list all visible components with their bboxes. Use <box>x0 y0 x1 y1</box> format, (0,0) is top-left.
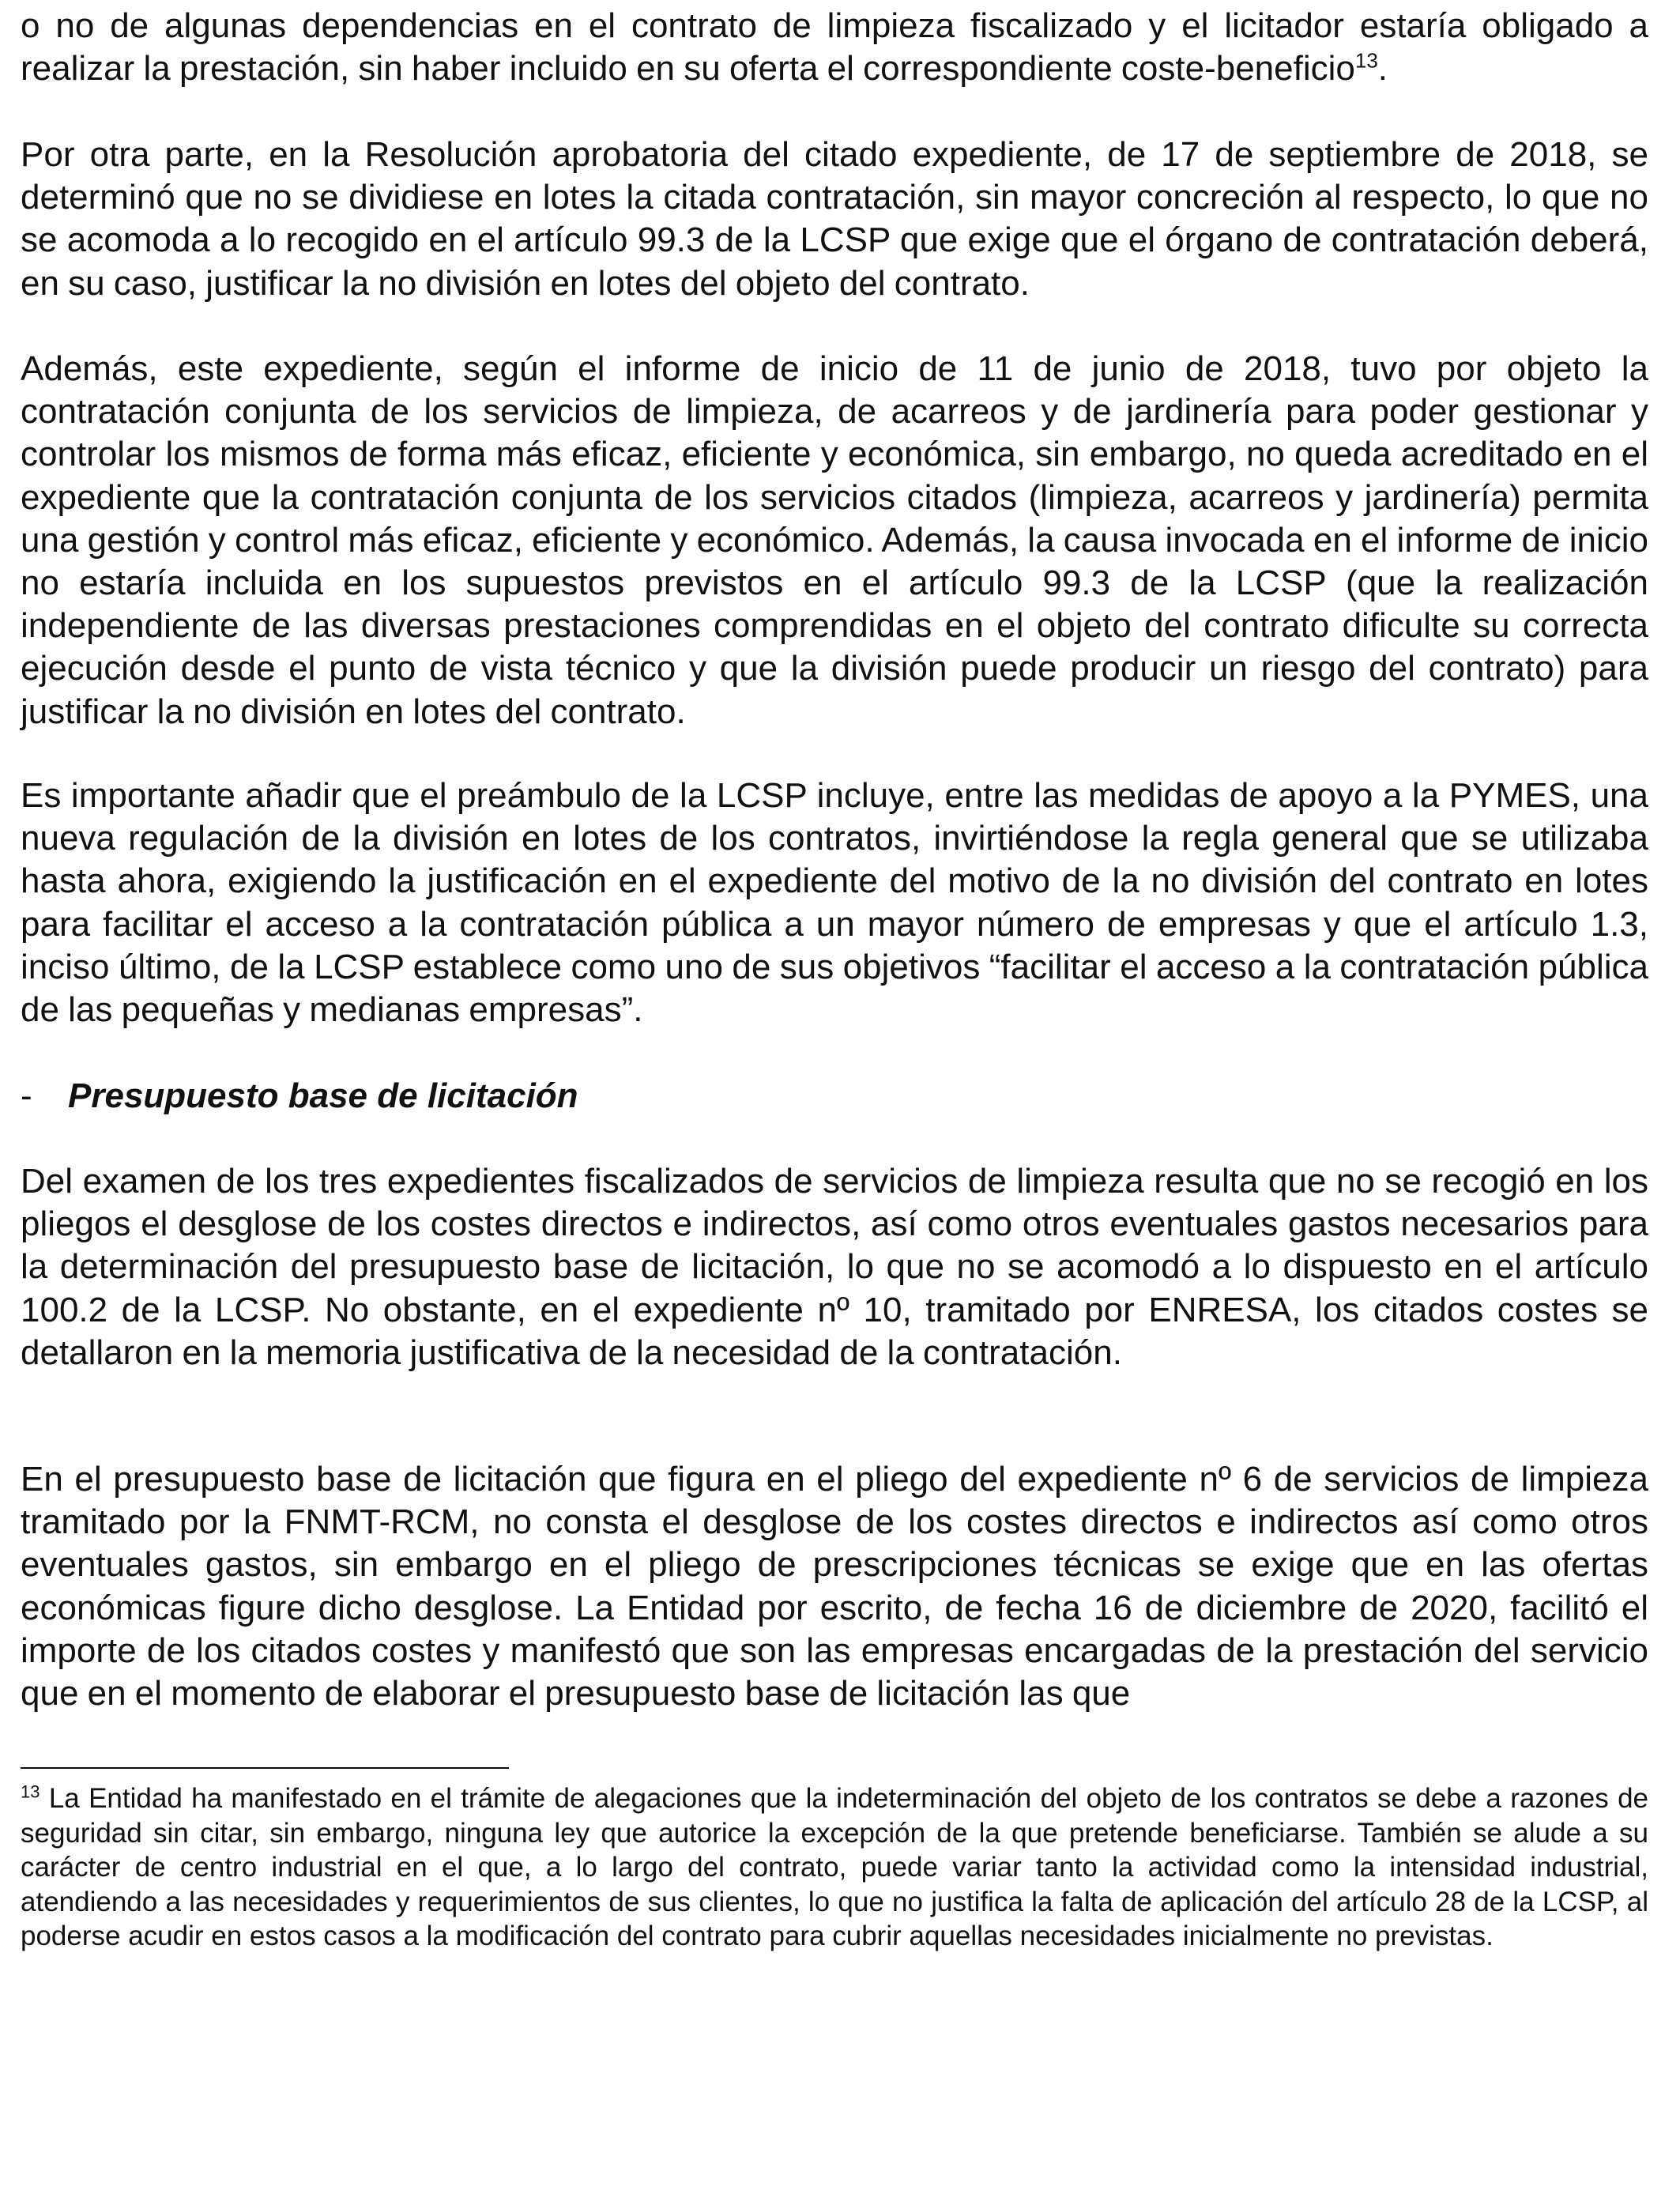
paragraph-presupuesto-fnmt: En el presupuesto base de licitación que figura en el pliego del expediente nº 6 de servicios de limpieza tramitado por la FNMT-RCM, no consta el desglose de los costes directos e indirectos así como otros eventuales gastos, sin embargo en el pliego de prescripciones técnicas se exige que en las ofertas económicas figure dicho desglose. La Entidad por escrito, de fecha 16 de diciembre de 2020, facilitó el importe de los citados costes y manifestó que son las empresas encargadas de la prestación del servicio que en el momento de elaborar el presupuesto base de licitación las que <box>21 1460 1648 1713</box>
footnote-reference[interactable]: 13 <box>1354 48 1378 73</box>
paragraph-contratacion-conjunta: Además, este expediente, según el informe de inicio de 11 de junio de 2018, tuvo por objeto la contratación conjunta de los servicios de limpieza, de acarreos y de jardinería para poder gestionar y controlar los mismos de forma más eficaz, eficiente y económica, sin embargo, no queda acreditado en el expediente que la contratación conjunta de los servicios citados (limpieza, acarreos y jardinería) permita una gestión y control más eficaz, eficiente y económico. Además, la causa invocada en el informe de inicio no estaría incluida en los supuestos previstos en el artículo 99.3 de la LCSP (que la realización independiente de las diversas prestaciones comprendidas en el objeto del contrato dificulte su correcta ejecución desde el punto de vista técnico y que la división puede producir un riesgo del contrato) para justificar la no división en lotes del contrato. <box>21 349 1648 731</box>
footnote <box>21 1781 1648 1954</box>
paragraph-text: o no de algunas dependencias en el contrato de limpieza fiscalizado y el licitador estaría obligado a realizar la prestación, sin haber incluido en su oferta el correspondiente coste-beneficio <box>21 6 1648 89</box>
paragraph-continuation <box>21 5 1648 90</box>
footnote-text: La Entidad ha manifestado en el trámite de alegaciones que la indeterminación del objeto de los contratos se debe a razones de seguridad sin citar, sin embargo, ninguna ley que autorice la excepción de la que pretende beneficiarse. También se alude a su carácter de centro industrial en el que, a lo largo del contrato, puede variar tanto la actividad como la intensidad industrial, atendiendo a las necesidades y requerimientos de sus clientes, lo que no justifica la falta de aplicación del artículo 28 de la LCSP, al poderse acudir en estos casos a la modificación del contrato para cubrir aquellas necesidades inicialmente no previstas. <box>21 1783 1648 1951</box>
section-heading <box>21 1075 578 1118</box>
footnote-number: 13 <box>21 1781 40 1802</box>
paragraph-examen-expedientes: Del examen de los tres expedientes fiscalizados de servicios de limpieza resulta que no se recogió en los pliegos el desglose de los costes directos e indirectos, así como otros eventuales gastos necesarios para la determinación del presupuesto base de licitación, lo que no se acomodó a lo dispuesto en el artículo 100.2 de la LCSP. No obstante, en el expediente nº 10, tramitado por ENRESA, los citados costes se detallaron en la memoria justificativa de la necesidad de la contratación. <box>21 1162 1648 1372</box>
paragraph-preambulo-lcsp: Es importante añadir que el preámbulo de la LCSP incluye, entre las medidas de apoyo a la PYMES, una nueva regulación de la división en lotes de los contratos, invirtiéndose la regla general que se utilizaba hasta ahora, exigiendo la justificación en el expediente del motivo de la no división del contrato en lotes para facilitar el acceso a la contratación pública a un mayor número de empresas y que el artículo 1.3, inciso último, de la LCSP establece como uno de sus objetivos “facilitar el acceso a la contratación pública de las pequeñas y medianas empresas”. <box>21 776 1648 1030</box>
footnote-separator <box>21 1767 509 1769</box>
list-bullet: - <box>21 1076 32 1115</box>
section-title: Presupuesto base de licitación <box>68 1076 578 1115</box>
paragraph-trailing-punctuation: . <box>1377 49 1388 89</box>
paragraph-resolucion: Por otra parte, en la Resolución aprobatoria del citado expediente, de 17 de septiembre de 2018, se determinó que no se dividiese en lotes la citada contratación, sin mayor concreción al respecto, lo que no se acomoda a lo recogido en el artículo 99.3 de la LCSP que exige que el órgano de contratación deberá, en su caso, justificar la no división en lotes del objeto del contrato. <box>21 135 1648 303</box>
